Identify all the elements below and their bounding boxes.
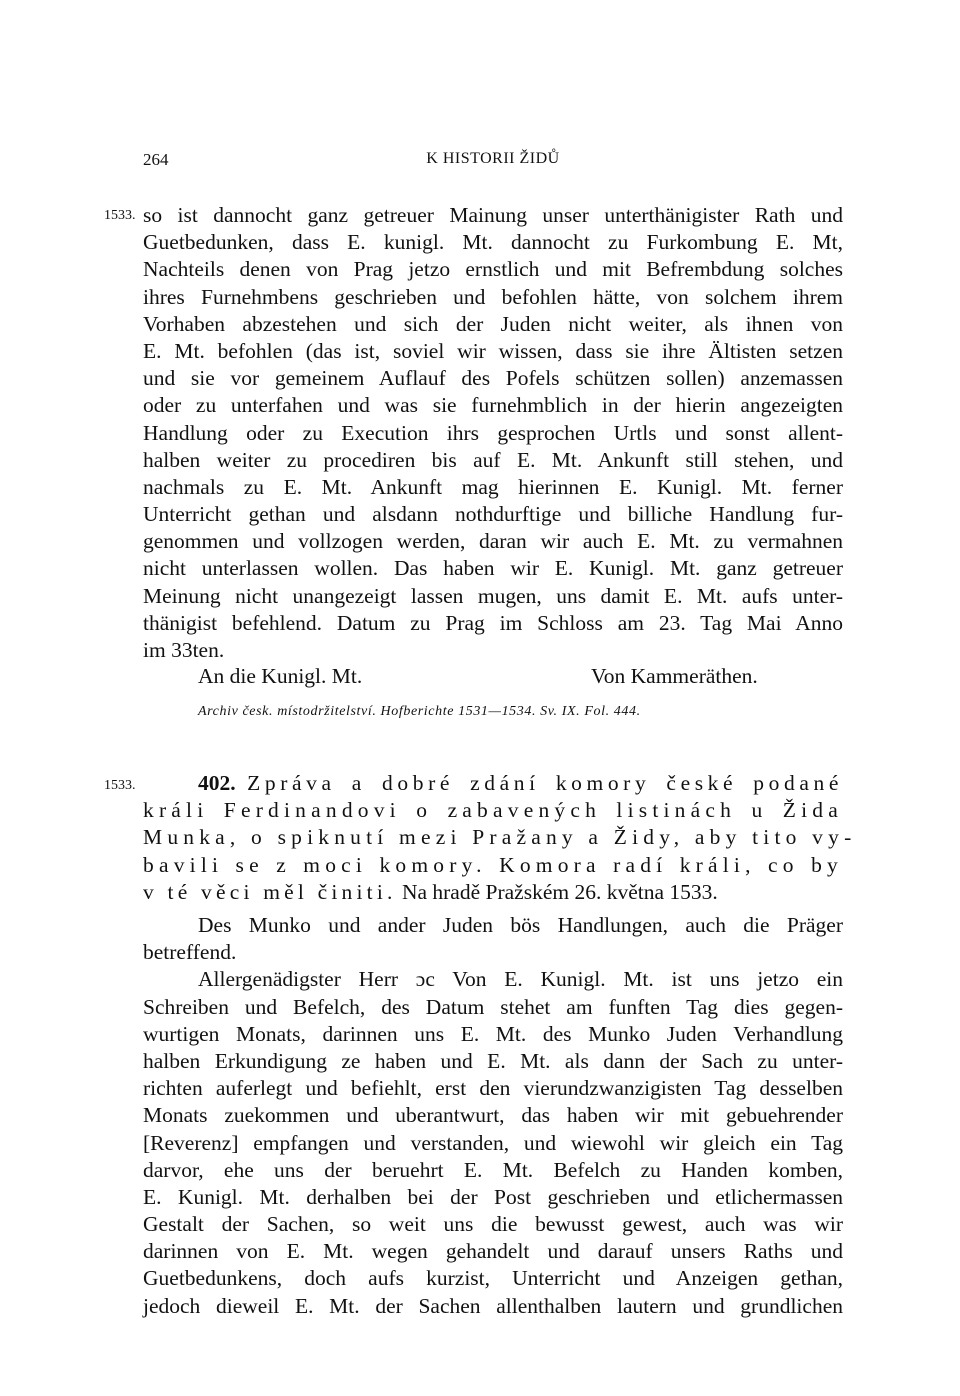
heading-line: králi Ferdinandovi o zabavených listinách u Žida bbox=[143, 798, 843, 823]
text-line: Meinung nicht unangezeigt lassen mugen, uns damit E. Mt. aufs unter- bbox=[143, 583, 843, 608]
text-line: [Reverenz] empfangen und verstanden, und wiewohl wir gleich ein Tag bbox=[143, 1130, 843, 1155]
text-line: und sie vor gemeinem Auflauf des Pofels schützen sollen) anzemassen bbox=[143, 366, 843, 391]
text-line: Guetbedunken, dass E. kunigl. Mt. dannocht zu Furkombung E. Mt, bbox=[143, 230, 843, 255]
text-line: halben Erkundigung ze haben und E. Mt. als dann der Sach zu unter- bbox=[143, 1048, 843, 1073]
heading-text: v té věci měl činiti. bbox=[143, 879, 397, 904]
heading-line bbox=[143, 879, 843, 906]
text-line: darvor, ehe uns der beruehrt E. Mt. Befelch zu Handen komben, bbox=[143, 1157, 843, 1182]
address-recipient: An die Kunigl. Mt. bbox=[198, 664, 363, 688]
text-line: E. Mt. befohlen (das ist, soviel wir wissen, dass sie ihre Ältisten setzen bbox=[143, 338, 843, 363]
text-line: betreffend. bbox=[143, 940, 237, 965]
text-line: richten auferlegt und befiehlt, erst den vierundzwanzigisten Tag desselben bbox=[143, 1076, 843, 1101]
margin-year: 1533. bbox=[104, 208, 136, 223]
heading-line: Munka, o spiknutí mezi Pražany a Židy, aby tito vy- bbox=[143, 825, 857, 850]
text-line: darinnen von E. Mt. wegen gehandelt und darauf unsers Raths und bbox=[143, 1239, 843, 1264]
running-head bbox=[143, 150, 843, 174]
text-line: nachmals zu E. Mt. Ankunft mag hierinnen E. Kunigl. Mt. ferner bbox=[143, 474, 843, 499]
heading-line bbox=[143, 770, 843, 797]
text-line: Monats zuekommen und uberantwurt, das haben wir mit gebuehrender bbox=[143, 1103, 843, 1128]
text-line: genommen und vollzogen werden, daran wir auch E. Mt. zu vermahnen bbox=[143, 529, 843, 554]
text-line: nicht unterlassen wollen. Das haben wir E. Kunigl. Mt. ganz getreuer bbox=[143, 556, 843, 581]
heading-date: Na hradě Pražském 26. května 1533. bbox=[396, 879, 718, 904]
address-sender: Von Kammeräthen. bbox=[591, 664, 758, 688]
text-line: oder zu unterfahen und was sie furnehmblich in der hierin angezeigten bbox=[143, 393, 843, 418]
text-line: thänigist befehlend. Datum zu Prag im Schloss am 23. Tag Mai Anno bbox=[143, 610, 843, 635]
letter-address bbox=[143, 664, 843, 692]
text-line: Unterricht gethan und alsdann nothdurftige und billiche Handlung fur- bbox=[143, 502, 843, 527]
document-text bbox=[143, 912, 843, 1320]
text-line: Nachteils denen von Prag jetzo ernstlich und mit Befrembdung solches bbox=[143, 257, 843, 282]
text-line: Schreiben und Befelch, des Datum stehet am funften Tag dies gegen- bbox=[143, 994, 843, 1019]
text-line: halben weiter zu procediren bis auf E. Mt. Ankunft still stehen, und bbox=[143, 447, 843, 472]
text-line: Vorhaben abzestehen und sich der Juden nicht weiter, als ihnen von bbox=[143, 311, 843, 336]
archive-source: Archiv česk. místodržitelství. Hofberichte 1531—1534. Sv. IX. Fol. 444. bbox=[198, 704, 641, 719]
running-title: K HISTORII ŽIDŮ bbox=[426, 150, 560, 167]
text-line: im 33ten. bbox=[143, 638, 225, 662]
page-number: 264 bbox=[143, 150, 169, 169]
heading-line: bavili se z moci komory. Komora radí králi, co by bbox=[143, 852, 843, 877]
text-line: jedoch dieweil E. Mt. der Sachen allenthalben lautern und grundlichen bbox=[143, 1293, 843, 1318]
document-number: 402. bbox=[198, 771, 236, 795]
document-text bbox=[143, 202, 843, 664]
margin-year: 1533. bbox=[104, 778, 136, 793]
text-line: Handlung oder zu Execution ihrs gesprochen Urtls und sonst allent- bbox=[143, 420, 843, 445]
document-heading bbox=[143, 770, 857, 906]
text-line: Allergenädigster Herr ɔc Von E. Kunigl. Mt. ist uns jetzo ein bbox=[198, 967, 843, 992]
text-line: so ist dannocht ganz getreuer Mainung unser unterthänigister Rath und bbox=[143, 203, 843, 227]
text-line: E. Kunigl. Mt. derhalben bei der Post geschrieben und etlichermassen bbox=[143, 1184, 843, 1209]
text-line: Guetbedunkens, doch aufs kurzist, Unterricht und Anzeigen gethan, bbox=[143, 1266, 843, 1291]
text-line: ihres Furnehmbens geschrieben und befohlen hätte, von solchem ihrem bbox=[143, 284, 843, 309]
text-line: wurtigen Monats, darinnen uns E. Mt. des Munko Juden Verhandlung bbox=[143, 1021, 843, 1046]
text-line: Des Munko und ander Juden bös Handlungen, auch die Präger bbox=[198, 913, 843, 937]
text-line: Gestalt der Sachen, so weit uns die bewusst gewest, auch was wir bbox=[143, 1212, 843, 1237]
heading-text: Zpráva a dobré zdání komory české podané bbox=[247, 771, 843, 795]
